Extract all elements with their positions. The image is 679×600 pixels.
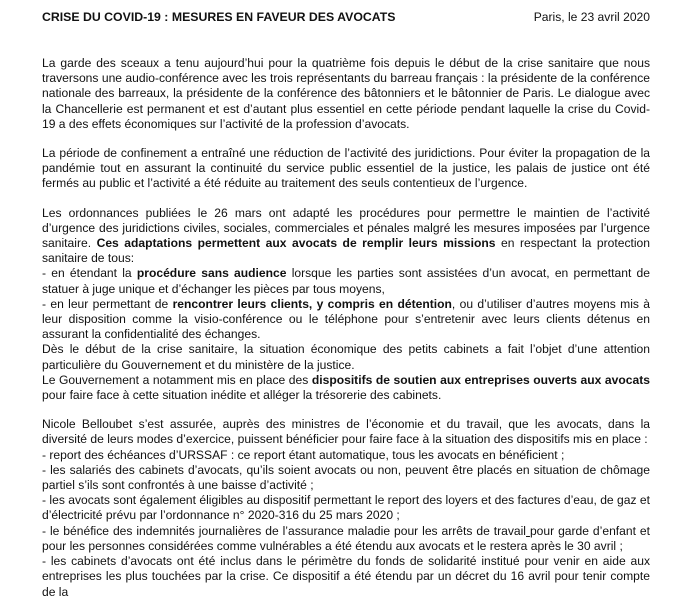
bullet2-start: - en leur permettant de	[42, 296, 173, 311]
document-date: Paris, le 23 avril 2020	[533, 10, 650, 24]
bullet2-bold: rencontrer leurs clients, y compris en détention	[172, 296, 452, 311]
ordonnances-bold: Ces adaptations permettent aux avocats de remplir leurs missions	[96, 236, 496, 251]
bullet1-start: - en étendant la	[42, 266, 137, 281]
paragraph-confinement: La période de confinement a entraîné une réduction de l’activité des juridictions. Pour éviter la propagation de la pandémie tout en assurant la continuité du service public essentiel de la justice, les palais de justice ont été fermés au public et l’activité a été réduite au traitement des seuls contentieux de l’urgence.	[42, 146, 650, 191]
ordonnances-intro: Les ordonnances publiées le 26 mars ont adapté les procédures pour permettre le maintien de l’activité d’urgence des juridictions civiles, sociales, commerciales et pénales malgré les mesures imposées par l’urgence sanitaire.	[42, 205, 650, 251]
paragraph-ordonnances	[42, 206, 650, 267]
paragraph-dispositifs-soutien	[42, 373, 650, 403]
document-title: CRISE DU COVID-19 : MESURES EN FAVEUR DES AVOCATS	[42, 10, 396, 24]
ordonnances-end: en respectant la protection sanitaire de tous:	[42, 236, 651, 266]
document-header	[42, 10, 650, 26]
paragraph-garde-des-sceaux: La garde des sceaux a tenu aujourd’hui pour la quatrième fois depuis le début de la crise sanitaire que nous traversons une audio-conférence avec les trois représentants du barreau français : la présidente de la conférence nationale des barreaux, la présidente de la conférence des bâtonniers et le bâtonnier de Paris. Le dialogue avec la Chancellerie est permanent et est d’autant plus essentiel en cette période pendant laquelle la crise du Covid-19 a des effets économiques sur l’activité de la profession d’avocats.	[42, 56, 650, 131]
bullet1-end: lorsque les parties sont assistées d’un avocat, en permettant de statuer à juge unique et d’échanger les pièces par tous moyens,	[42, 266, 650, 296]
soutien-end: pour faire face à cette situation inédite et alléger la trésorerie des cabinets.	[42, 388, 442, 403]
document-body	[42, 56, 650, 600]
bullet-procedure-sans-audience	[42, 266, 650, 296]
bullet1-bold: procédure sans audience	[136, 266, 287, 281]
bullet-rencontrer-clients	[42, 297, 650, 343]
list-item-indemnites	[42, 524, 650, 554]
indemnites-end: pour garde d’enfant et pour les personnes considérées comme vulnérables a été étendu aux avocats et le restera après le 30 avril ;	[42, 523, 650, 553]
list-item-fonds-solidarite: - les cabinets d’avocats ont été inclus dans le périmètre du fonds de solidarité institué pour venir en aide aux entreprises les plus touchées par la crise. Ce dispositif a été étendu par un décret du 16 avril pour tenir compte de la	[42, 554, 650, 599]
list-item-urssaf: - report des échéances d’URSSAF : ce report étant automatique, tous les avocats en bénéficient ;	[42, 447, 565, 462]
indemnites-start: - le bénéfice des indemnités journalières de l’assurance maladie pour les arrêts de travail	[42, 523, 526, 538]
paragraph-nicole-belloubet: Nicole Belloubet s’est assurée, auprès des ministres de l’économie et du travail, que les avocats, dans la diversité de leurs modes d’exercice, puissent bénéficier pour faire face à la situation des dispositifs mis en place :	[42, 417, 650, 447]
soutien-start: Le Gouvernement a notamment mis en place des	[42, 372, 312, 387]
list-item-chomage-partiel: - les salariés des cabinets d’avocats, qu’ils soient avocats ou non, peuvent être placés en situation de chômage partiel s’ils sont confrontés à une baisse d’activité ;	[42, 462, 650, 493]
soutien-bold: dispositifs de soutien aux entreprises ouverts aux avocats	[311, 372, 650, 387]
bullet2-end: , ou d’utiliser d’autres moyens mis à leur disposition comme la visio-conférence ou le téléphone pour s’entretenir avec leurs clients détenus en assurant la confidentialité des échanges.	[42, 296, 650, 342]
paragraph-petits-cabinets: Dès le début de la crise sanitaire, la situation économique des petits cabinets a fait l’objet d’une attention particulière du Gouvernement et du ministère de la justice.	[42, 342, 650, 372]
list-item-report-loyers: - les avocats sont également éligibles au dispositif permettant le report des loyers et des factures d’eau, de gaz et d’électricité prévu par l’ordonnance n° 2020-316 du 25 mars 2020 ;	[42, 493, 650, 523]
